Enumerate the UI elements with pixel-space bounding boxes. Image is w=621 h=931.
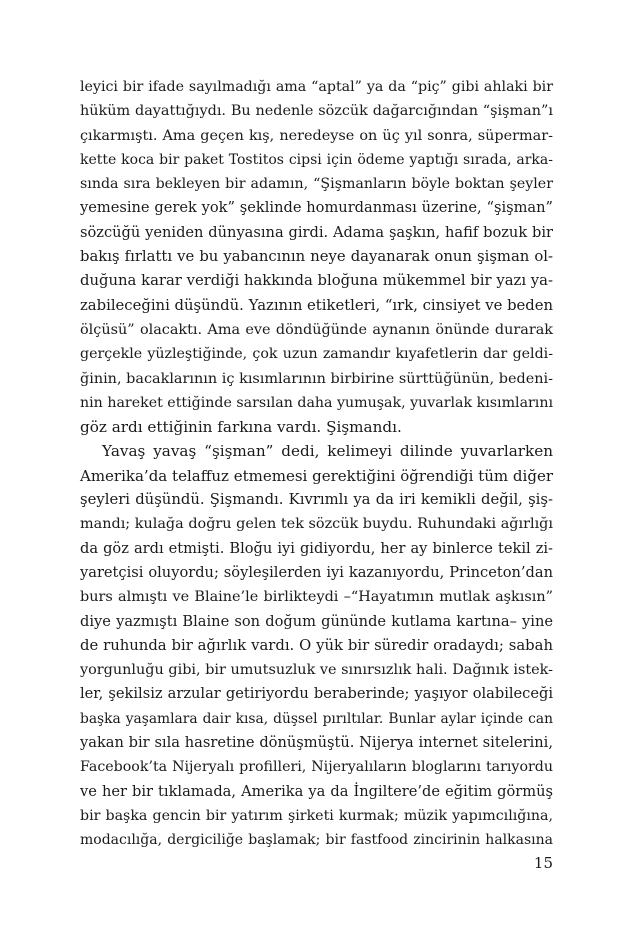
text-line: çıkarmıştı. Ama geçen kış, neredeyse on üç yıl sonra, süpermar- [80,127,553,144]
text-line: nin hareket ettiğinde sarsılan daha yumuşak, yuvarlak kısımlarını [80,394,554,411]
text-line: yorgunluğu gibi, bir umutsuzluk ve sınırsızlık hali. Dağınık istek- [80,662,553,679]
text-line: Amerika’da telaffuz etmemesi gerektiğini öğrendiği tüm diğer [80,466,553,485]
text-line: zabileceğini düşündü. Yazının etiketleri, “ırk, cinsiyet ve beden [80,296,554,314]
text-line: Facebook’ta Nijeryalı profilleri, Nijeryalıların bloglarını tarıyordu [80,759,553,776]
text-line: da göz ardı etmişti. Bloğu iyi gidiyordu, her ay binlerce tekil zi- [80,539,553,557]
text-line: bakış fırlattı ve bu yabancının neye dayanarak onun şişman ol- [80,248,553,266]
text-line: ve her bir tıklamada, Amerika ya da İngiltere’de eğitim görmüş [80,782,553,800]
paragraph [80,75,553,439]
text-line: modacılığa, dergiciliğe başlamak; bir fastfood zincirinin halkasına [80,832,553,849]
text-line: de ruhunda bir ağırlık vardı. O yük bir süredir oradaydı; sabah [80,636,553,654]
text-line: yakan bir sıla hasretine dönüşmüştü. Nijerya internet sitelerini, [80,734,553,752]
text-line: ölçüsü” olacaktı. Ama eve döndüğünde aynanın önünde durarak [80,321,553,338]
text-line: göz ardı ettiğinin farkına vardı. Şişmandı. [80,418,402,437]
text-line: bir başka gencin bir yatırım şirketi kurmak; müzik yapımcılığına, [80,807,553,824]
text-line: yaretçisi oluyordu; söyleşilerden iyi kazanıyordu, Princeton’dan [80,563,553,581]
text-line: duğuna karar verdiği hakkında bloğuna mükemmel bir yazı ya- [80,272,553,290]
text-line: sözcüğü yeniden dünyasına girdi. Adama şaşkın, hafif bozuk bir [80,223,553,241]
text-line: mandı; kulağa doğru gelen tek sözcük buydu. Ruhundaki ağırlığı [80,516,553,533]
text-line: hüküm dayattığıydı. Bu nedenle sözcük dağarcığından “şişman”ı [80,103,553,120]
paragraph [80,439,553,852]
text-line: ğinin, bacaklarının iç kısımlarının birbirine sürttüğünün, bedeni- [80,370,553,387]
text-line: başka yaşamlara dair kısa, düşsel pırıltılar. Bunlar aylar içinde can [80,710,553,727]
text-line: yemesine gerek yok” şeklinde homurdanması üzerine, “şişman” [80,199,553,217]
text-line: sında sıra bekleyen bir adamın, “Şişmanların böyle boktan şeyler [80,176,553,193]
text-line: kette koca bir paket Tostitos cipsi için ödeme yaptığı sırada, arka- [80,151,553,168]
text-line: diye yazmıştı Blaine son doğum gününde kutlama kartına– yine [80,612,553,630]
text-line: burs almıştı ve Blaine’le birlikteydi –“Hayatımın mutlak aşkısın” [80,589,553,606]
text-line: Yavaş yavaş “şişman” dedi, kelimeyi dilinde yuvarlarken [102,442,553,461]
page-number: 15 [533,854,553,872]
text-line: ler, şekilsiz arzular getiriyordu beraberinde; yaşıyor olabileceği [80,685,553,703]
text-line: gerçekle yüzleştiğinde, çok uzun zamandır kıyafetlerin dar geldi- [80,346,553,363]
page-body [80,75,553,853]
text-line: leyici bir ifade sayılmadığı ama “aptal” ya da “piç” gibi ahlaki bir [80,79,553,95]
text-line: şeyleri düşündü. Şişmandı. Kıvrımlı ya da iri kemikli değil, şiş- [80,491,553,509]
